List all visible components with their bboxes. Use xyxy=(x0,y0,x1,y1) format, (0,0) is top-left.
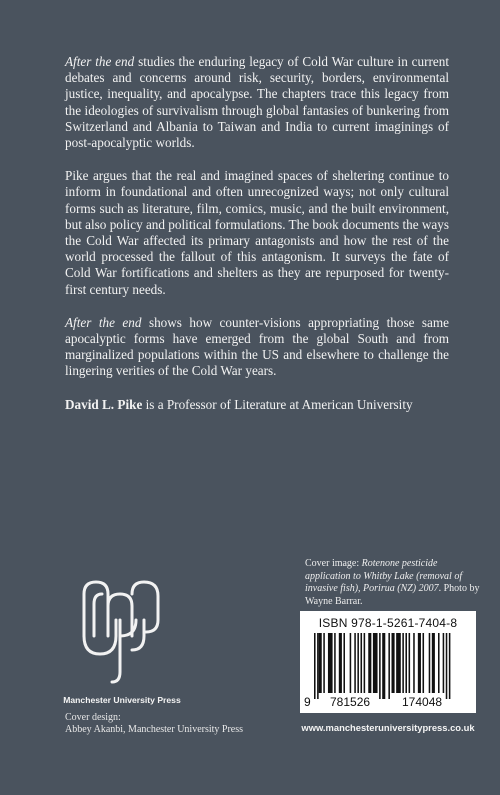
barcode-bar xyxy=(361,633,363,693)
barcode-bar xyxy=(317,633,319,699)
barcode-bar xyxy=(314,633,316,699)
barcode-bar xyxy=(343,633,345,693)
barcode-left-digits: 781526 xyxy=(330,695,371,709)
barcode-bar xyxy=(423,633,425,693)
barcode-bar xyxy=(354,633,356,693)
barcode-bar xyxy=(382,633,385,699)
publisher-url[interactable]: www.manchesteruniversitypress.co.uk xyxy=(301,722,475,733)
barcode-bar xyxy=(328,633,333,693)
cover-image-credit xyxy=(305,558,485,608)
barcode-bar xyxy=(449,633,451,699)
barcode-panel xyxy=(300,611,476,713)
barcode-bar xyxy=(379,633,381,699)
barcode-bar xyxy=(432,633,435,693)
photo-credit: Photo by Wayne Barrar. xyxy=(305,583,480,607)
cover-design-credit xyxy=(65,712,305,735)
barcode-bar xyxy=(429,633,431,693)
author-bio-text: is a Professor of Literature at American University xyxy=(142,396,413,412)
barcode-bar xyxy=(409,633,411,693)
barcode-bar xyxy=(392,633,395,693)
credit-prefix: Cover image: xyxy=(305,558,362,569)
author-bio xyxy=(65,397,449,413)
book-title: After the end xyxy=(65,54,135,69)
barcode-bar xyxy=(402,633,404,693)
credit-suffix: . xyxy=(438,583,442,594)
book-title: After the end xyxy=(65,314,142,330)
barcode-bar xyxy=(368,633,371,693)
barcode-bar xyxy=(413,633,415,693)
barcode-bar xyxy=(396,633,401,693)
cover-design-label: Cover design: xyxy=(65,712,121,723)
barcode-bar xyxy=(388,633,390,699)
barcode-bar xyxy=(364,633,366,693)
blurb-paragraph-3 xyxy=(65,315,449,380)
barcode-bar xyxy=(339,633,342,693)
cover-designer: Abbey Akanbi, Manchester University Press xyxy=(65,723,244,735)
barcode-bar xyxy=(323,633,325,693)
barcode-bar xyxy=(446,633,448,699)
barcode-bar xyxy=(418,633,421,693)
blurb-paragraph-1 xyxy=(65,54,449,151)
barcode-bar xyxy=(373,633,378,693)
blurb-paragraph-3-text: shows how counter-visions appropriating those same apocalyptic forms have emerged from the global South and from marginalized populations within the US and elsewhere to challenge the lingering verities of the Cold War years. xyxy=(65,314,449,379)
publisher-name: Manchester University Press xyxy=(63,695,181,705)
blurb-paragraph-2: Pike argues that the real and imagined spaces of sheltering continue to inform in foundational and often unrecognized ways; not only cultural forms such as literature, film, comics, music, and the built environment, but also policy and political formulations. The book documents the ways the Cold War affected its primary antagonists and how the rest of the world processed the fallout of this antagonism. It surveys the fate of Cold War fortifications and shelters as they are repurposed for twenty-first century needs. xyxy=(65,168,449,297)
publisher-logo xyxy=(78,576,166,688)
barcode-bar xyxy=(405,633,407,693)
back-cover-blurb xyxy=(65,54,449,430)
barcode-bar xyxy=(350,633,352,693)
barcode-bar xyxy=(334,633,336,693)
cover-image-title: Rotenone pesticide application to Whitby Lake (removal of invasive fish), Porirua (NZ) 2007 xyxy=(305,558,463,594)
barcode-bar xyxy=(319,633,322,693)
barcode-bar xyxy=(443,633,445,693)
barcode-image xyxy=(306,633,470,699)
author-name: David L. Pike xyxy=(65,396,143,412)
blurb-paragraph-1-text: studies the enduring legacy of Cold War culture in current debates and concerns around risk, security, borders, environmental justice, inequality, and apocalypse. The chapters trace this legacy from the ideologies of survivalism through global fantasies of bunkering from Switzerland and Albania to Taiwan and India to current imaginings of post-apocalyptic worlds. xyxy=(65,54,449,151)
barcode-lead-digit: 9 xyxy=(304,695,311,709)
barcode-right-digits: 174048 xyxy=(402,695,443,709)
barcode-bar xyxy=(357,633,359,693)
barcode-bar xyxy=(438,633,440,693)
isbn-label: ISBN 978-1-5261-7404-8 xyxy=(318,616,458,630)
